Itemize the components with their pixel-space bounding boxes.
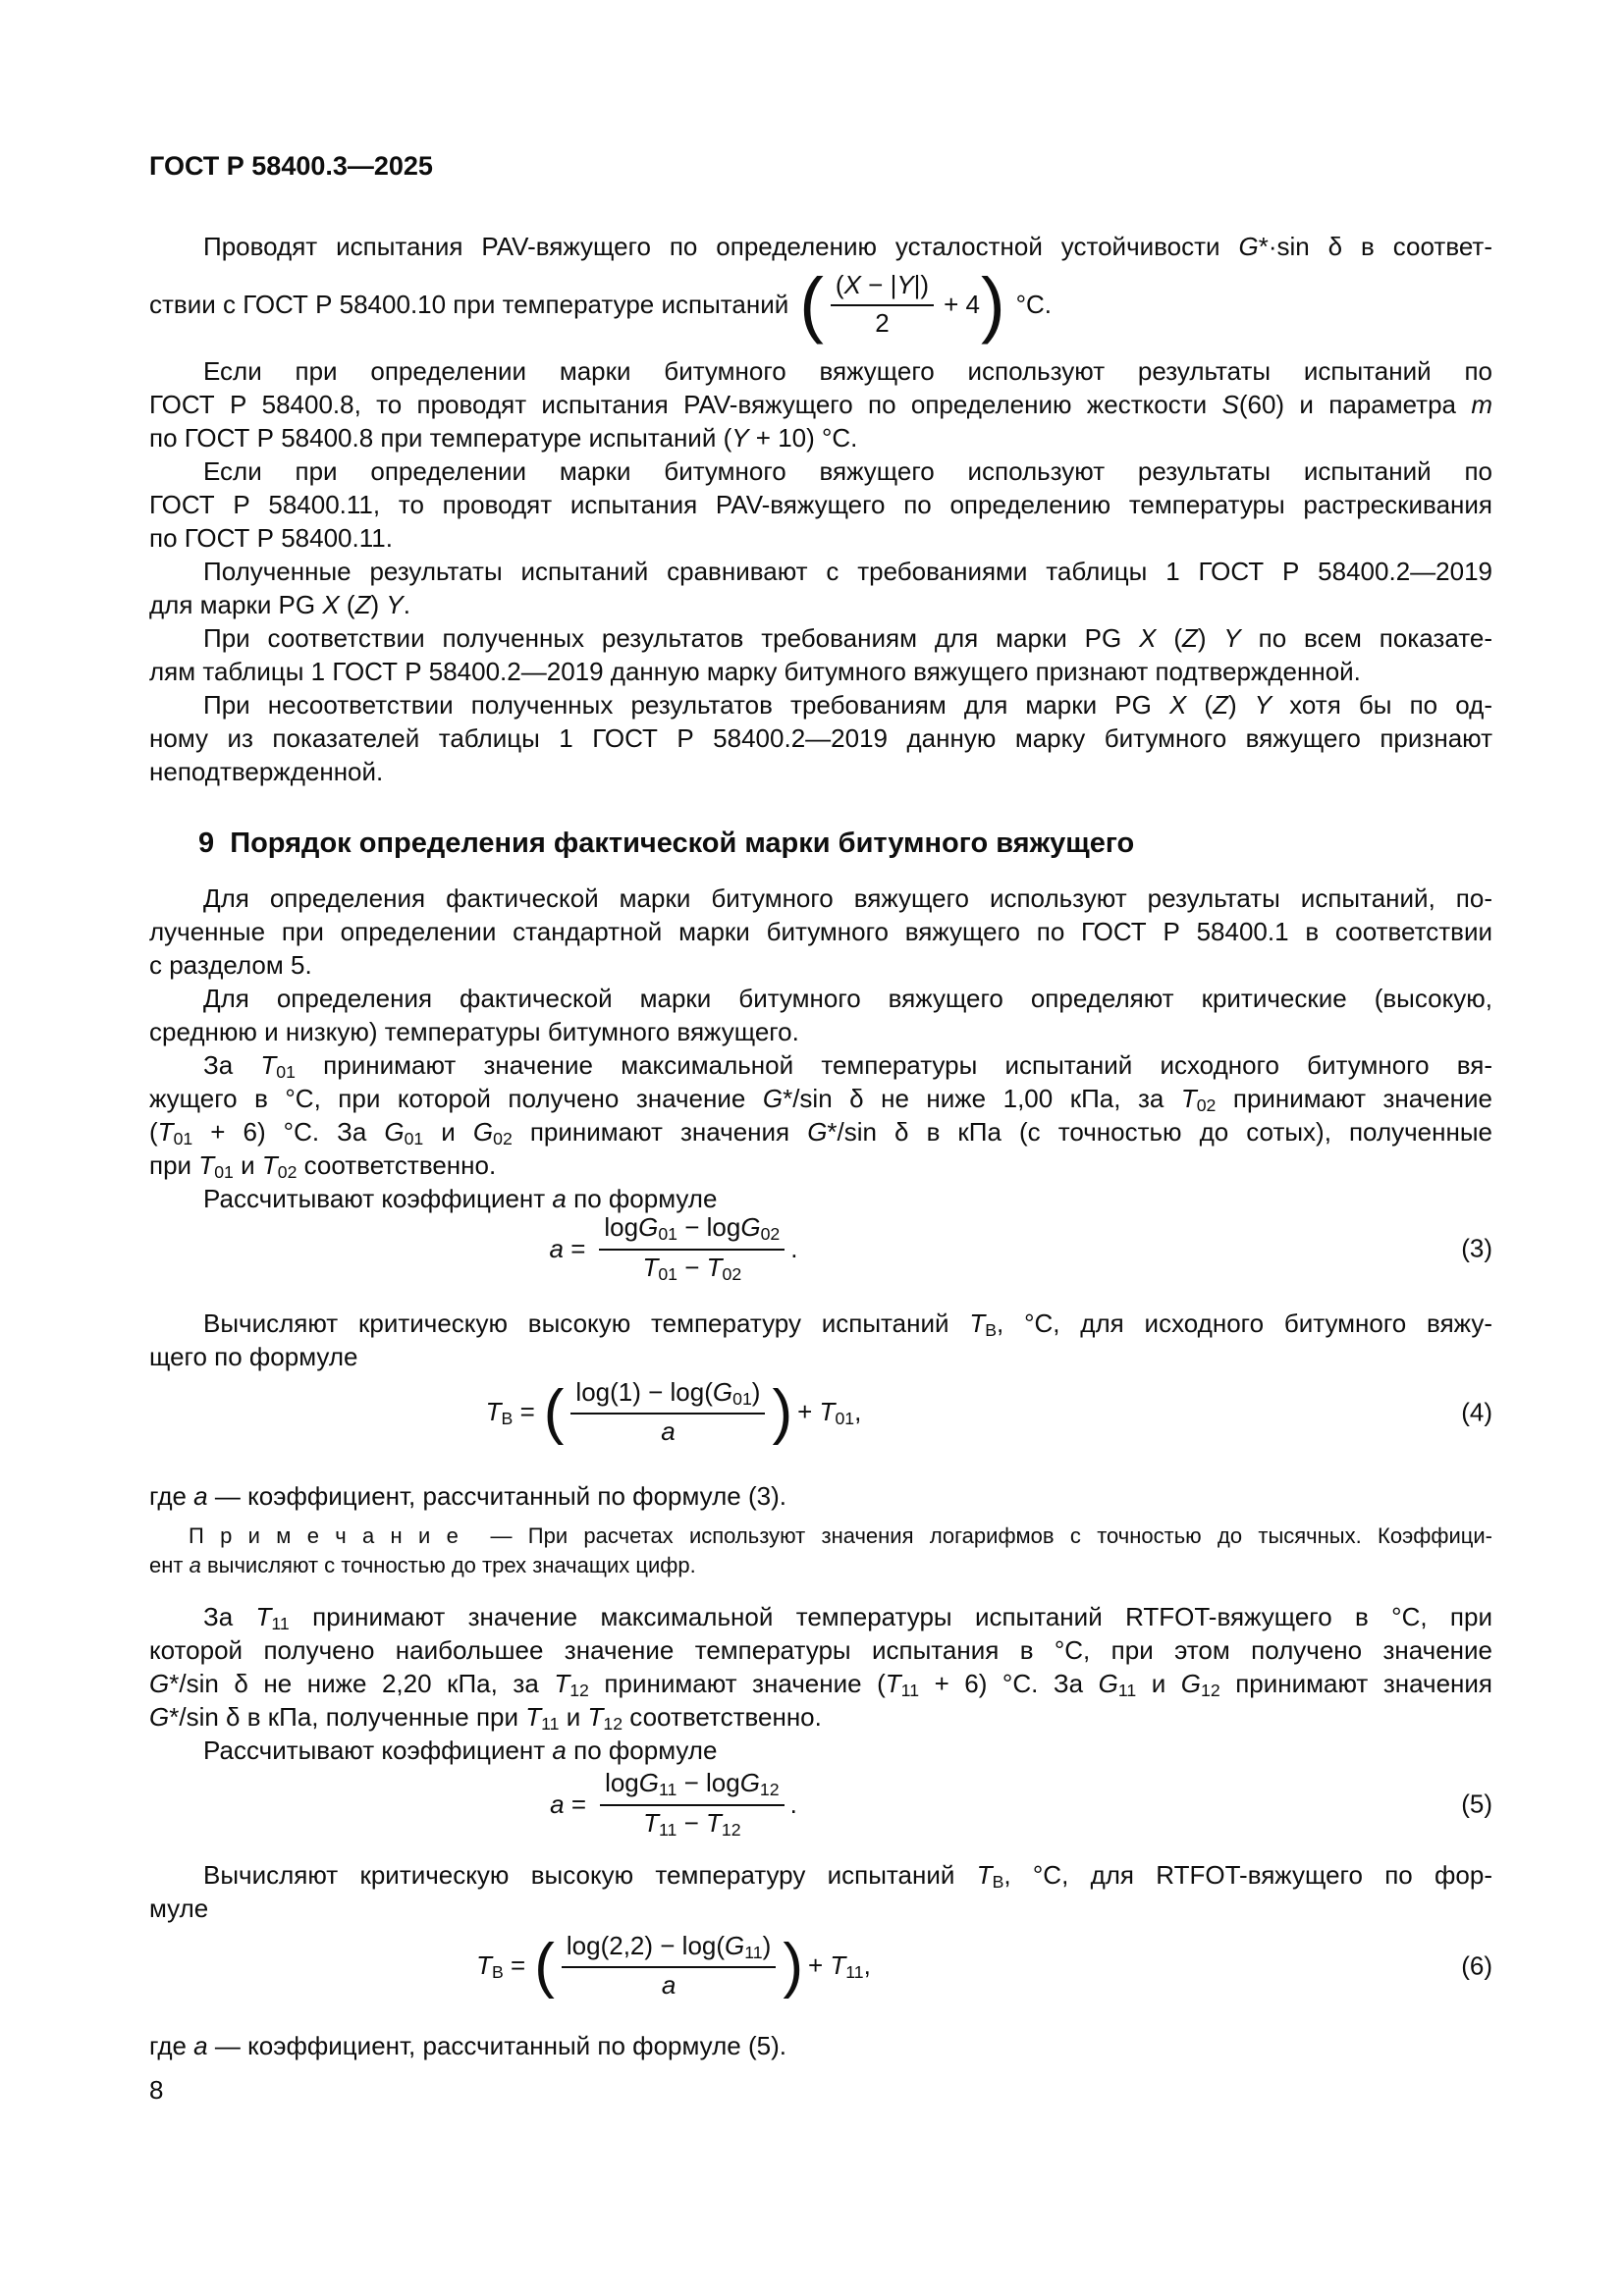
paragraph-actual-grade-intro bbox=[149, 881, 1492, 982]
paragraph-line: лученные при определении стандартной марки битумного вяжущего по ГОСТ Р 58400.1 в соответствии bbox=[149, 917, 1492, 946]
paragraph-line: ГОСТ Р 58400.11, то проводят испытания PAV-вяжущего по определению температуры растрескивания bbox=[149, 490, 1492, 519]
paragraph-line: Вычисляют критическую высокую температуру испытаний TВ, °С, для исходного битумного вяжу- bbox=[203, 1308, 1492, 1340]
paragraph-line: с разделом 5. bbox=[149, 950, 312, 980]
paragraph-grade-not-confirmed bbox=[149, 688, 1492, 788]
equation-number-3: (3) bbox=[1461, 1233, 1492, 1263]
paragraph-line: Для определения фактической марки битумного вяжущего используют результаты испытаний, по- bbox=[203, 883, 1492, 913]
paragraph-line: лям таблицы 1 ГОСТ Р 58400.2—2019 данную марку битумного вяжущего признают подтвержденной. bbox=[149, 657, 1361, 686]
paragraph-line: (T01 + 6) °С. За G01 и G02 принимают значения G*/sin δ в кПа (с точностью до сотых), полученные bbox=[149, 1117, 1492, 1148]
paragraph-line: муле bbox=[149, 1894, 209, 1923]
formula-5 bbox=[149, 1768, 1492, 1840]
formula-5-body: a = $\frac{\log G11 - \log G12}{T11 - T12}$ . bbox=[550, 1768, 797, 1840]
paragraph-grade-confirmed bbox=[149, 621, 1492, 688]
formula-4-body: TВ = ( $\frac{\log(1) - \log(G01)}{a}$ ) + T01, bbox=[485, 1376, 862, 1447]
left-paren: ( bbox=[799, 262, 824, 345]
formula-4 bbox=[149, 1375, 1492, 1450]
formula-3 bbox=[149, 1212, 1492, 1284]
paragraph-line: щего по формуле bbox=[149, 1342, 358, 1371]
equation-number-5: (5) bbox=[1461, 1789, 1492, 1819]
paragraph-line: Для определения фактической марки битумного вяжущего определяют критические (высокую, bbox=[203, 984, 1492, 1013]
text-column bbox=[149, 0, 1492, 2107]
paragraph-where-a-formula-3: где a — коэффициент, рассчитанный по формуле (3). bbox=[149, 1481, 786, 1511]
fraction: $\frac{\log G11 - \log G12}{T11 - T12}$ bbox=[600, 1769, 785, 1839]
paragraph-line: G*/sin δ в кПа, полученные при T11 и T12 соответственно. bbox=[149, 1702, 822, 1734]
paragraph-compare-results bbox=[149, 555, 1492, 621]
paragraph-critical-high-temp-rtfot bbox=[149, 1858, 1492, 1925]
equation-number-4: (4) bbox=[1461, 1397, 1492, 1427]
paragraph-line: при T01 и T02 соответственно. bbox=[149, 1150, 497, 1182]
unit-label: °С. bbox=[1015, 289, 1053, 319]
formula-6-body: TВ = ( $\frac{\log(2,2) - \log(G11)}{a}$ ) + T11, bbox=[476, 1930, 871, 2001]
fraction: $\frac{\log(1) - \log(G01)}{a}$ bbox=[570, 1378, 765, 1447]
paragraph-line: неподтвержденной. bbox=[149, 757, 384, 786]
paragraph-line: Полученные результаты испытаний сравнивают с требованиями таблицы 1 ГОСТ Р 58400.2—2019 bbox=[203, 557, 1492, 586]
formula-3-body: a = $\frac{\log G01 - \log G02}{T01 - T02}$ . bbox=[549, 1212, 798, 1284]
fraction: $\frac{\log G01 - \log G02}{T01 - T02}$ bbox=[599, 1213, 785, 1283]
paragraph-critical-temperatures bbox=[149, 982, 1492, 1048]
paragraph-calc-coefficient-a-2: Рассчитывают коэффициент a по формуле bbox=[203, 1735, 718, 1765]
paragraph-line: среднюю и низкую) температуры битумного вяжущего. bbox=[149, 1017, 799, 1046]
right-paren: ) bbox=[783, 1932, 803, 2001]
paragraph-line: Проводят испытания PAV-вяжущего по определению усталостной устойчивости G*·sin δ в соответ- bbox=[203, 232, 1492, 261]
paragraph-line: Вычисляют критическую высокую температуру испытаний TВ, °С, для RTFOT-вяжущего по фор- bbox=[203, 1860, 1492, 1892]
paragraph-critical-high-temp-original bbox=[149, 1307, 1492, 1373]
paragraph-line: для марки PG X (Z) Y. bbox=[149, 590, 410, 619]
paragraph-line: За T01 принимают значение максимальной температуры испытаний исходного битумного вя- bbox=[203, 1050, 1493, 1082]
paragraph-pav-fatigue bbox=[149, 230, 1492, 346]
paragraph-line: Если при определении марки битумного вяжущего используют результаты испытаний по bbox=[203, 456, 1492, 486]
paragraph-line: ГОСТ Р 58400.8, то проводят испытания PAV-вяжущего по определению жесткости S(60) и параметра m bbox=[149, 390, 1492, 419]
equation-number-6: (6) bbox=[1461, 1950, 1492, 1981]
paragraph-gost-58400-11 bbox=[149, 454, 1492, 555]
paragraph-line: За T11 принимают значение максимальной температуры испытаний RTFOT-вяжущего в °С, при bbox=[203, 1602, 1492, 1633]
right-paren: ) bbox=[980, 262, 1005, 345]
page-number: 8 bbox=[149, 2075, 164, 2105]
paragraph-line: жущего в °С, при которой получено значение G*/sin δ не ниже 1,00 кПа, за T02 принимают значение bbox=[149, 1084, 1492, 1115]
paragraph-t11-definition bbox=[149, 1600, 1492, 1734]
left-paren: ( bbox=[543, 1378, 565, 1447]
paragraph-line: При соответствии полученных результатов требованиям для марки PG X (Z) Y по всем показате- bbox=[203, 623, 1492, 653]
inline-formula-test-temperature: ствии с ГОСТ Р 58400.10 при температуре испытаний ( $\frac{(X - |Y|)}{2}$ + 4 ) °С. bbox=[149, 262, 1053, 345]
paragraph-line: которой получено наибольшее значение температуры испытания в °С, при этом получено значение bbox=[149, 1635, 1492, 1665]
formula-6 bbox=[149, 1929, 1492, 2003]
note-block bbox=[149, 1522, 1492, 1580]
paragraph-gost-58400-8 bbox=[149, 354, 1492, 454]
paragraph-line: ствии с ГОСТ Р 58400.10 при температуре испытаний bbox=[149, 289, 789, 319]
note-line: П р и м е ч а н и е — При расчетах используют значения логарифмов с точностью до тысячных. Коэффици- bbox=[189, 1523, 1492, 1548]
paragraph-where-a-formula-5: где a — коэффициент, рассчитанный по формуле (5). bbox=[149, 2031, 786, 2060]
fraction: $\frac{\log(2,2) - \log(G11)}{a}$ bbox=[562, 1932, 776, 2001]
fraction-x-minus-y-over-2: $\frac{(X - |Y|)}{2}$ bbox=[831, 271, 934, 339]
paragraph-calc-coefficient-a: Рассчитывают коэффициент a по формуле bbox=[203, 1184, 718, 1213]
paragraph-line: ному из показателей таблицы 1 ГОСТ Р 58400.2—2019 данную марку битумного вяжущего признают bbox=[149, 723, 1492, 753]
paragraph-line: по ГОСТ Р 58400.8 при температуре испытаний (Y + 10) °С. bbox=[149, 423, 858, 453]
section-9-heading: 9 Порядок определения фактической марки битумного вяжущего bbox=[198, 828, 1135, 859]
note-line: ент a вычисляют с точностью до трех значащих цифр. bbox=[149, 1553, 696, 1577]
paragraph-line: по ГОСТ Р 58400.11. bbox=[149, 523, 393, 553]
paragraph-line: Если при определении марки битумного вяжущего используют результаты испытаний по bbox=[203, 356, 1492, 386]
left-paren: ( bbox=[534, 1932, 555, 2001]
paragraph-t01-definition bbox=[149, 1048, 1492, 1182]
paragraph-line: При несоответствии полученных результатов требованиям для марки PG X (Z) Y хотя бы по од- bbox=[203, 690, 1492, 720]
paragraph-line: G*/sin δ не ниже 2,20 кПа, за T12 принимают значение (T11 + 6) °С. За G11 и G12 принимают значения bbox=[149, 1669, 1492, 1700]
right-paren: ) bbox=[772, 1378, 793, 1447]
page-header: ГОСТ Р 58400.3—2025 bbox=[149, 151, 433, 181]
